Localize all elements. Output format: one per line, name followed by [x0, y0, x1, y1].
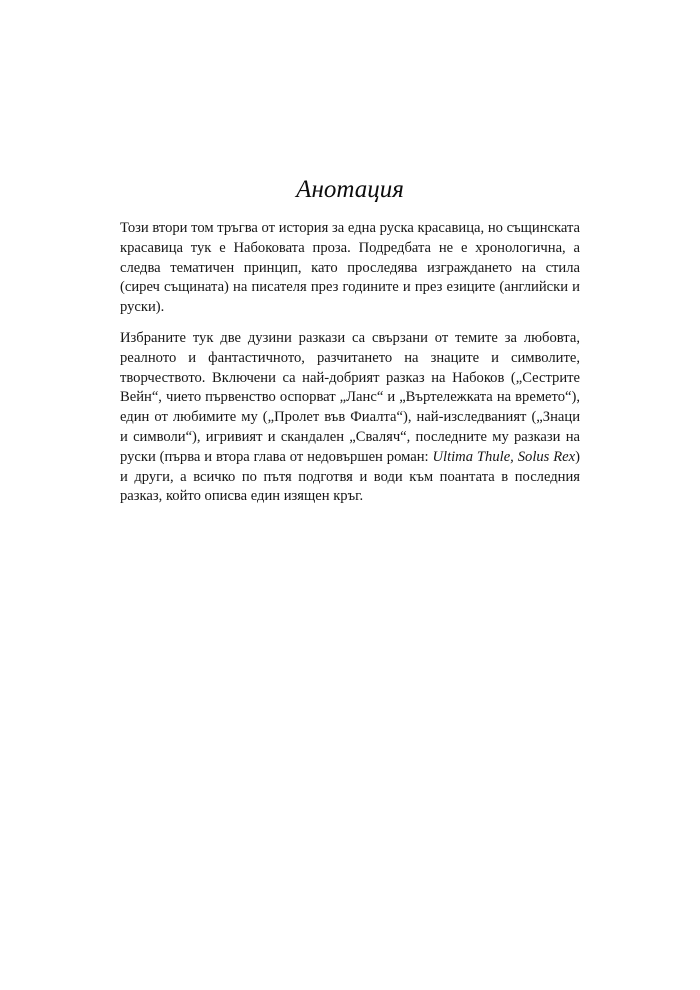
paragraph-2-text-end: ) и други, а всичко по пътя подготвя и води към поантата в последния разказ, който описва един изящен кръг. [120, 448, 580, 505]
paragraph-2-italic-titles: Ultima Thule, Solus Rex [432, 448, 576, 465]
annotation-title: Анотация [296, 176, 404, 203]
paragraph-2-text-start: Избраните тук две дузини разкази са свързани от темите за любовта, реалното и фантастичното, разчитането на знаците и символите, творчеството. Включени са най-добрият разказ на Набоков („Сестрите Вейн“, чието първенство оспорват „Ланс“ и „Въртележката на времето“), един от любимите му („Пролет във Фиалта“), най-изследваният („Знаци и символи“), игривият и скандален „Сваляч“, последните му разкази на руски (първа и втора глава от недовършен роман: [120, 329, 580, 465]
paragraph-2 [120, 329, 580, 507]
annotation-body [120, 219, 580, 507]
paragraph-1: Този втори том тръгва от история за една руска красавица, но същинската красавица тук е Набоковата проза. Подредбата не е хронологична, а следва тематичен принцип, като проследява изграждането на стила (сиреч същината) на писателя през годините и през езиците (английски и руски). [120, 220, 580, 316]
